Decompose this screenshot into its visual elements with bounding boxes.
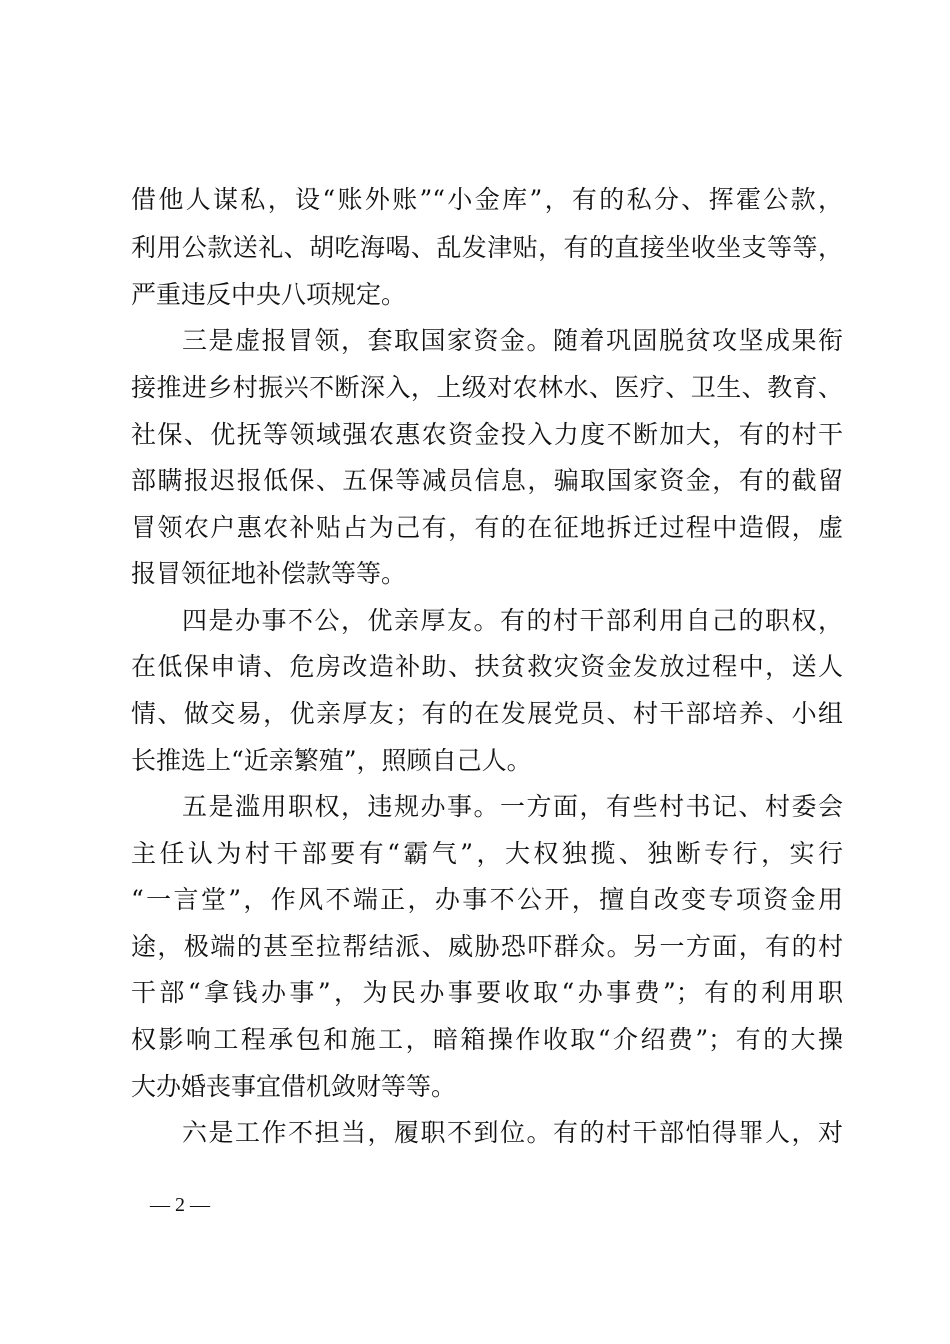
text-line: 报冒领征地补偿款等等。 bbox=[131, 559, 407, 588]
text-line: 社保、优抚等领域强农惠农资金投入力度不断加大，有的村干 bbox=[131, 420, 843, 449]
text-line: 部瞒报迟报低保、五保等减员信息，骗取国家资金，有的截留 bbox=[131, 466, 843, 495]
text-line: “一言堂”，作风不端正，办事不公开，擅自改变专项资金用 bbox=[131, 885, 843, 914]
text-line: 三是虚报冒领，套取国家资金。随着巩固脱贫攻坚成果衔 bbox=[182, 326, 843, 355]
text-line: 权影响工程承包和施工，暗箱操作收取“介绍费”；有的大操 bbox=[131, 1025, 843, 1054]
text-line: 主任认为村干部要有“霸气”，大权独揽、独断专行，实行 bbox=[131, 839, 843, 868]
text-line: 四是办事不公，优亲厚友。有的村干部利用自己的职权， bbox=[182, 606, 843, 635]
text-line: 途，极端的甚至拉帮结派、威胁恐吓群众。另一方面，有的村 bbox=[131, 932, 843, 961]
text-line: 情、做交易，优亲厚友；有的在发展党员、村干部培养、小组 bbox=[131, 699, 843, 728]
text-line: 接推进乡村振兴不断深入，上级对农林水、医疗、卫生、教育、 bbox=[131, 373, 843, 402]
text-line: 利用公款送礼、胡吃海喝、乱发津贴，有的直接坐收坐支等等， bbox=[131, 233, 843, 262]
text-line: 六是工作不担当，履职不到位。有的村干部怕得罪人，对 bbox=[182, 1118, 843, 1147]
text-line: 借他人谋私，设“账外账”“小金库”，有的私分、挥霍公款， bbox=[131, 185, 843, 214]
text-line: 五是滥用职权，违规办事。一方面，有些村书记、村委会 bbox=[182, 792, 843, 821]
text-line: 长推选上“近亲繁殖”，照顾自己人。 bbox=[131, 746, 532, 775]
text-line: 干部“拿钱办事”，为民办事要收取“办事费”；有的利用职 bbox=[131, 978, 843, 1007]
text-line: 在低保申请、危房改造补助、扶贫救灾资金发放过程中，送人 bbox=[131, 652, 843, 681]
text-line: 冒领农户惠农补贴占为己有，有的在征地拆迁过程中造假，虚 bbox=[131, 513, 843, 542]
text-line: 大办婚丧事宜借机敛财等等。 bbox=[131, 1072, 457, 1101]
text-line: 严重违反中央八项规定。 bbox=[131, 280, 407, 309]
page-number: — 2 — bbox=[150, 1194, 210, 1216]
